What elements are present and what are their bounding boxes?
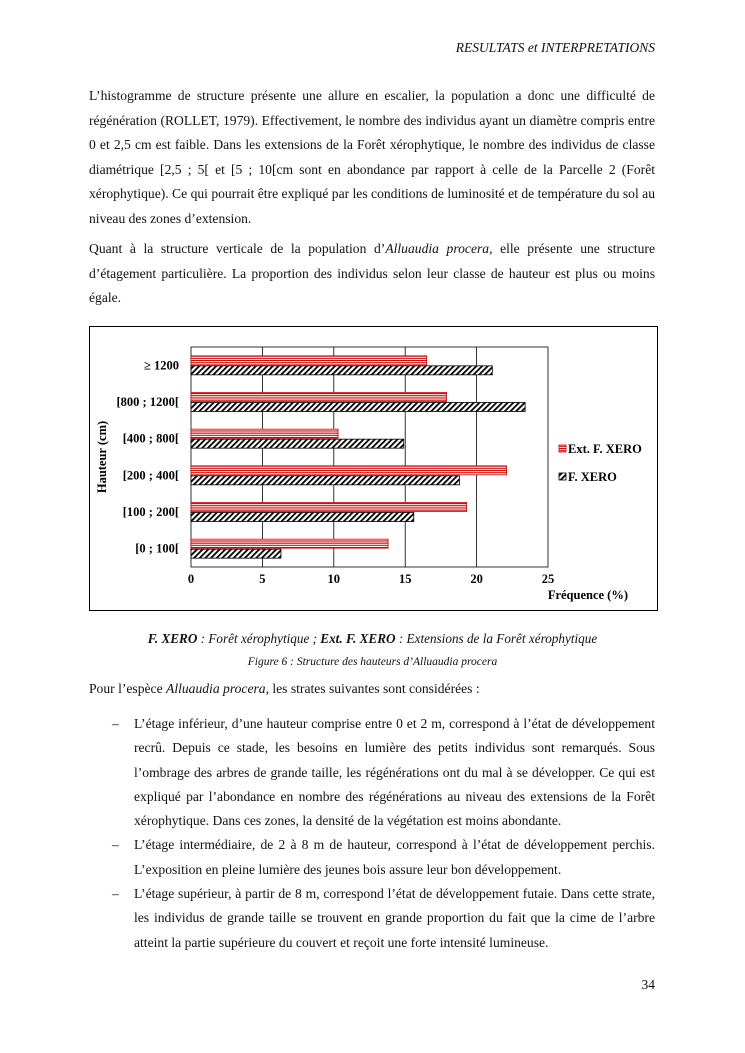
running-header: RESULTATS et INTERPRETATIONS bbox=[455, 40, 655, 55]
height-structure-chart bbox=[90, 327, 659, 612]
y-axis-label: Hauteur (cm) bbox=[95, 420, 109, 494]
figure-chart-frame bbox=[89, 326, 658, 611]
paragraph-text: Quant à la structure verticale de la population d’ bbox=[89, 241, 386, 256]
category-label: [200 ; 400[ bbox=[122, 468, 179, 483]
category-label: [100 ; 200[ bbox=[122, 505, 179, 519]
paragraph-histogram: L’histogramme de structure présente une allure en escalier, la population a donc une difficulté de régénération (ROLLET, 1979). Effectivement, le nombre des individus ayant un diamètre compris entre 0 et 2,5 cm est faible. Dans les extensions de la Forêt xérophytique, le nombre des individus de classe diamétrique [2,5 ; 5[ et [5 ; 10[cm sont en abondance par rapport à celle de la Parcelle 2 (Forêt xérophytique). Ce qui pourrait être expliqué par les conditions de luminosité et de température du sol au niveau des zones d’extension. bbox=[89, 88, 655, 226]
bullet-dash: – bbox=[112, 837, 119, 853]
list-item-text: L’étage inférieur, d’une hauteur comprise entre 0 et 2 m, correspond à l’état de développement recrû. Depuis ce stade, les besoins en lumière des petits individus sont remarqués. Sous l’ombrage des arbres de grande taille, les régénérations ont du mal à se développer. Ce qui est expliqué par l’abondance en nombre des régénérations au niveau des extensions de la Forêt xérophytique. Dans ces zones, la densité de la végétation est moins abondante. bbox=[134, 716, 655, 829]
list-item-text: L’étage intermédiaire, de 2 à 8 m de hauteur, correspond à l’état de développement perchis. L’exposition en pleine lumière des jeunes bois assure leur bon développement. bbox=[134, 837, 655, 877]
legend-swatch-ext-f-xero bbox=[559, 445, 566, 452]
bar-f-xero bbox=[191, 549, 281, 558]
list-item bbox=[89, 833, 655, 882]
abbreviation: F. XERO bbox=[147, 631, 198, 646]
figure-caption: Figure 6 : Structure des hauteurs d’Alluaudia procera bbox=[247, 656, 498, 668]
x-tick-label: 20 bbox=[470, 572, 483, 586]
category-label: [0 ; 100[ bbox=[135, 541, 179, 556]
bar-f-xero bbox=[191, 403, 525, 412]
bar-f-xero bbox=[191, 476, 459, 485]
x-tick-label: 25 bbox=[541, 572, 555, 586]
x-tick-label: 15 bbox=[398, 572, 412, 586]
species-name: Alluaudia procera, bbox=[166, 681, 269, 696]
definition: : Forêt xérophytique ; bbox=[197, 631, 321, 646]
legend bbox=[559, 442, 642, 484]
bar-f-xero bbox=[191, 439, 404, 448]
plot-area bbox=[191, 347, 548, 567]
bar-ext-f-xero bbox=[191, 429, 338, 438]
bar-ext-f-xero bbox=[191, 393, 447, 402]
x-tick-label: 10 bbox=[327, 572, 341, 586]
figure-legend-definitions bbox=[0, 631, 745, 647]
definition: : Extensions de la Forêt xérophytique bbox=[395, 631, 598, 646]
x-tick-label: 5 bbox=[259, 572, 266, 586]
legend-swatch-f-xero bbox=[559, 473, 566, 480]
x-axis-label: Fréquence (%) bbox=[547, 588, 628, 602]
bar-f-xero bbox=[191, 366, 492, 375]
list-item bbox=[89, 712, 655, 833]
page-number: 34 bbox=[641, 977, 655, 992]
bar-f-xero bbox=[191, 513, 414, 522]
list-item bbox=[89, 882, 655, 955]
bullet-dash: – bbox=[112, 886, 119, 902]
category-label: ≥ 1200 bbox=[144, 358, 179, 373]
paragraph-text: les strates suivantes sont considérées : bbox=[268, 681, 480, 696]
paragraph-text: Pour l’espèce bbox=[89, 681, 167, 696]
legend-label-ext-f-xero: Ext. F. XERO bbox=[568, 442, 642, 456]
bar-ext-f-xero bbox=[191, 503, 467, 512]
paragraph-strata-intro bbox=[89, 681, 480, 697]
category-label: [400 ; 800[ bbox=[122, 431, 179, 446]
x-tick-label: 0 bbox=[187, 572, 195, 586]
paragraph-text: elle présente une structure d’étagement particulière. La proportion des individus selon leur classe de hauteur est plus ou moins égale. bbox=[89, 241, 655, 305]
bar-ext-f-xero bbox=[191, 539, 388, 548]
legend-label-f-xero: F. XERO bbox=[568, 470, 617, 484]
bullet-dash: – bbox=[112, 716, 119, 731]
paragraph-vertical-structure bbox=[89, 237, 655, 311]
bar-ext-f-xero bbox=[191, 466, 507, 475]
list-item-text: L’étage supérieur, à partir de 8 m, correspond l’état de développement futaie. Dans cette strate, les individus de grande taille se trouvent en grande proportion du fait que la cime de l’arbre atteint la partie supérieure du couvert et reçoit une forte intensité lumineuse. bbox=[134, 886, 655, 950]
category-label: [800 ; 1200[ bbox=[116, 395, 179, 409]
bar-ext-f-xero bbox=[191, 356, 427, 365]
strata-list bbox=[89, 712, 655, 955]
species-name: Alluaudia procera, bbox=[385, 241, 493, 256]
abbreviation: Ext. F. XERO bbox=[320, 631, 396, 646]
